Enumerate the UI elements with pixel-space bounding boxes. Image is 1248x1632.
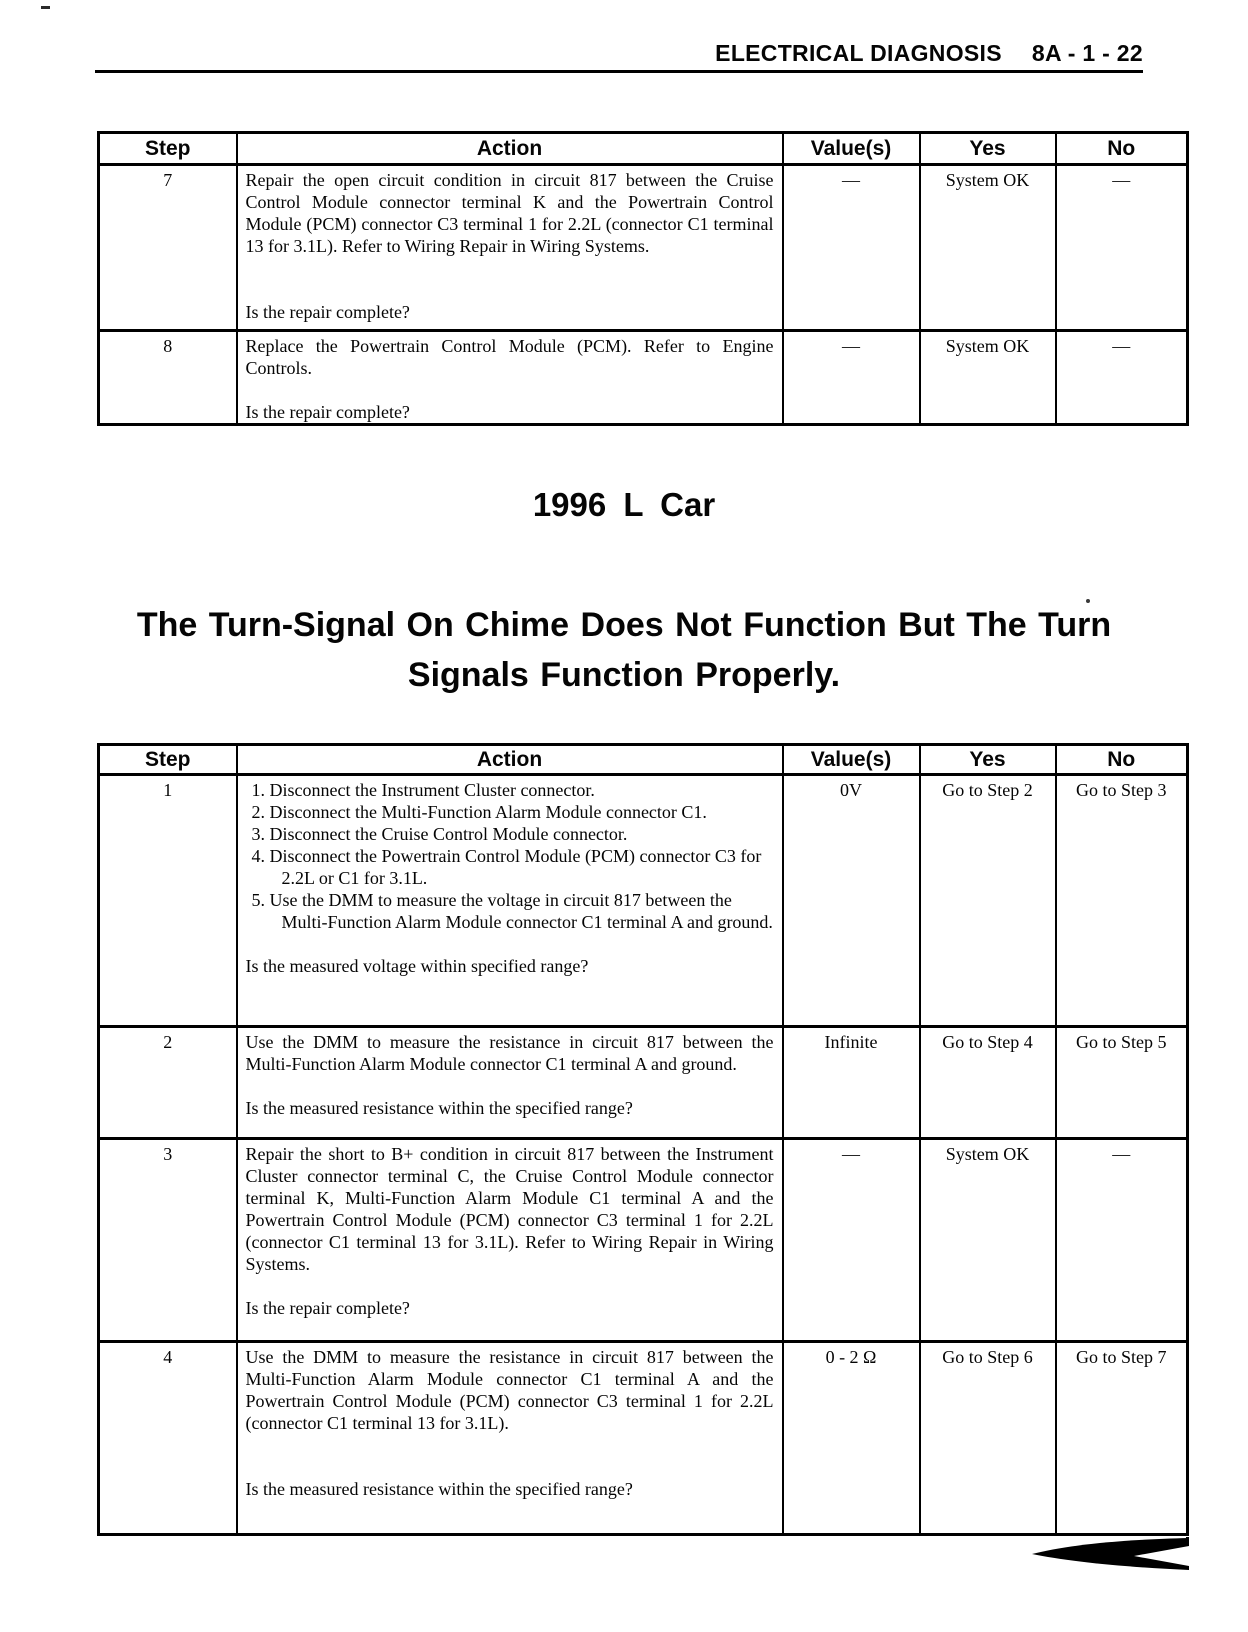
column-header-yes: Yes: [920, 745, 1056, 775]
table-row: [99, 775, 1188, 1027]
page-turn-arrow-icon: [1030, 1537, 1192, 1571]
column-header-values: Value(s): [783, 745, 920, 775]
table-row: [99, 331, 1188, 425]
action-question: Is the measured resistance within the specified range?: [245, 1479, 633, 1499]
column-header-step: Step: [99, 133, 237, 165]
action-question: Is the repair complete?: [245, 1298, 410, 1318]
action-question: Is the measured resistance within the specified range?: [245, 1098, 633, 1118]
column-header-action: Action: [237, 745, 783, 775]
document-heading: The Turn-Signal On Chime Does Not Function But The Turn Signals Function Properly.: [136, 606, 1112, 694]
no-cell: —: [1056, 165, 1188, 331]
no-cell: Go to Step 7: [1056, 1342, 1188, 1535]
page-header-title: ELECTRICAL DIAGNOSIS: [715, 40, 1002, 66]
diagnosis-table-main: [97, 743, 1189, 1536]
model-title: 1996 L Car: [532, 486, 716, 523]
yes-cell: Go to Step 4: [920, 1027, 1056, 1139]
column-header-action: Action: [237, 133, 783, 165]
no-cell: Go to Step 5: [1056, 1027, 1188, 1139]
values-cell: 0V: [783, 775, 920, 1027]
column-header-no: No: [1056, 133, 1188, 165]
table-header-row: [99, 133, 1188, 165]
action-text: Use the DMM to measure the resistance in circuit 817 between the Multi-Function Alarm Module connector C1 terminal A and the Powertrain Control Module (PCM) connector C3 terminal 1 for 2.2L (connector C1 terminal 13 for 3.1L).: [245, 1347, 774, 1433]
values-cell: 0 - 2 Ω: [783, 1342, 920, 1535]
page-header: [715, 40, 1143, 67]
column-header-yes: Yes: [920, 133, 1056, 165]
action-text: Repair the short to B+ condition in circuit 817 between the Instrument Cluster connector terminal C, the Cruise Control Module connector terminal K, Multi-Function Alarm Module C1 terminal A and the Powertrain Control Module (PCM) connector C3 terminal 1 for 2.2L (connector C1 terminal 13 for 3.1L). Refer to Wiring Repair in Wiring Systems.: [245, 1144, 774, 1274]
action-cell: [237, 1139, 783, 1342]
action-cell: [237, 1342, 783, 1535]
step-number: 3: [99, 1139, 237, 1342]
action-cell: [237, 331, 783, 425]
action-question: Is the repair complete?: [245, 402, 410, 422]
yes-cell: Go to Step 6: [920, 1342, 1056, 1535]
step-number: 2: [99, 1027, 237, 1139]
table-row: [99, 1139, 1188, 1342]
values-cell: —: [783, 165, 920, 331]
action-cell: [237, 165, 783, 331]
diagnosis-table-upper: [97, 131, 1189, 426]
action-list-item: 1. Disconnect the Instrument Cluster connector.: [251, 780, 595, 800]
no-cell: —: [1056, 331, 1188, 425]
step-number: 1: [99, 775, 237, 1027]
step-number: 4: [99, 1342, 237, 1535]
table-header-row: [99, 745, 1188, 775]
yes-cell: System OK: [920, 165, 1056, 331]
action-list-item: 3. Disconnect the Cruise Control Module connector.: [251, 824, 628, 844]
table-row: [99, 165, 1188, 331]
values-cell: Infinite: [783, 1027, 920, 1139]
action-cell: [237, 775, 783, 1027]
action-list-item: 2. Disconnect the Multi-Function Alarm Module connector C1.: [251, 802, 707, 822]
action-text: Use the DMM to measure the resistance in circuit 817 between the Multi-Function Alarm Module connector C1 terminal A and ground.: [245, 1032, 774, 1074]
action-question: Is the repair complete?: [245, 302, 410, 322]
values-cell: —: [783, 1139, 920, 1342]
column-header-step: Step: [99, 745, 237, 775]
table-row: [99, 1342, 1188, 1535]
yes-cell: System OK: [920, 331, 1056, 425]
column-header-values: Value(s): [783, 133, 920, 165]
action-text: Replace the Powertrain Control Module (PCM). Refer to Engine Controls.: [245, 336, 774, 378]
action-cell: [237, 1027, 783, 1139]
action-question: Is the measured voltage within specified range?: [245, 956, 589, 976]
no-cell: —: [1056, 1139, 1188, 1342]
action-list-item: 5. Use the DMM to measure the voltage in circuit 817 between the Multi-Function Alarm Module connector C1 terminal A and ground.: [251, 890, 773, 932]
table-row: [99, 1027, 1188, 1139]
no-cell: Go to Step 3: [1056, 775, 1188, 1027]
action-text: Repair the open circuit condition in circuit 817 between the Cruise Control Module connector terminal K and the Powertrain Control Module (PCM) connector C3 terminal 1 for 2.2L (connector C1 terminal 13 for 3.1L). Refer to Wiring Repair in Wiring Systems.: [245, 170, 774, 256]
yes-cell: Go to Step 2: [920, 775, 1056, 1027]
scan-artifact-dash: [41, 6, 50, 9]
values-cell: —: [783, 331, 920, 425]
action-list-item: 4. Disconnect the Powertrain Control Module (PCM) connector C3 for 2.2L or C1 for 3.1L.: [251, 846, 762, 888]
page-number: 8A - 1 - 22: [1031, 40, 1143, 66]
yes-cell: System OK: [920, 1139, 1056, 1342]
step-number: 7: [99, 165, 237, 331]
step-number: 8: [99, 331, 237, 425]
header-rule: [95, 70, 1143, 73]
column-header-no: No: [1056, 745, 1188, 775]
